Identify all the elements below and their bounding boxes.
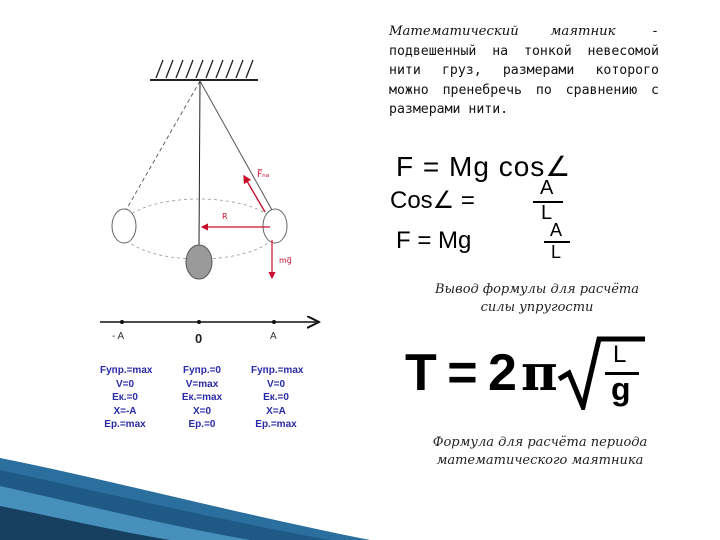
tension-arrow — [244, 176, 265, 212]
formula-period-num: L — [613, 341, 627, 368]
axis-label-a: A — [270, 331, 277, 342]
col-left-kinetic: Eк.=0 — [112, 392, 138, 404]
state-column-right — [251, 364, 304, 432]
col-center-force: Fупр.=0 — [183, 365, 221, 376]
caption-elastic-force: Вывод формулы для расчёта силы упругости — [434, 282, 639, 315]
formula-cos-num: A — [540, 177, 554, 199]
ceiling-hatch — [156, 60, 253, 78]
thread-right — [200, 81, 272, 210]
col-center-position: X=0 — [192, 405, 212, 417]
bob-left — [112, 209, 136, 243]
formula-cos-den: L — [541, 202, 553, 224]
definition-body: - подвешенный на тонкой невесомой нити груз, размерами которого можно пренебречь по сравнению с размерами нити. — [389, 24, 659, 117]
formula-period — [405, 335, 645, 410]
tick-zero — [197, 320, 201, 324]
col-right-potential: Ep.=max — [255, 419, 297, 431]
col-left-potential: Ep.=max — [104, 419, 146, 431]
radius-label: R — [222, 212, 228, 221]
bob-right — [263, 209, 287, 243]
col-left-position: X=-A — [113, 405, 137, 417]
tension-label: F̅ₙₐ — [257, 170, 270, 180]
caption-period: Формула для расчёта периода математического маятника — [432, 435, 648, 468]
col-center-potential: Ep.=0 — [188, 419, 216, 431]
col-left-force: Fупр.=max — [100, 365, 153, 376]
tick-a — [272, 320, 276, 324]
col-right-velocity: V=0 — [266, 378, 286, 390]
formula-cos-lhs: Cos∠ = — [390, 187, 475, 214]
definition-term: Математический маятник — [389, 24, 616, 39]
col-right-kinetic: Eк.=0 — [263, 392, 289, 404]
formula-force-ratio-lhs: F = Mg — [396, 227, 472, 254]
state-column-left — [100, 364, 153, 432]
col-left-velocity: V=0 — [115, 378, 135, 390]
corner-decoration — [0, 440, 370, 540]
axis-label-minus-a: - A — [112, 331, 125, 342]
state-column-center — [177, 364, 227, 432]
col-right-force: Fупр.=max — [251, 365, 304, 376]
formula-period-den: g — [611, 371, 631, 407]
formula-period-pi: π — [521, 343, 558, 402]
definition-text — [389, 22, 659, 120]
axis-label-zero: 0 — [195, 331, 203, 346]
col-right-position: X=A — [266, 405, 286, 417]
col-center-kinetic: Eк.=max — [181, 392, 223, 404]
formula-force-ratio-den: L — [551, 242, 562, 262]
formula-period-lhs: T = 2 — [405, 344, 515, 402]
col-center-velocity: V=max — [185, 378, 219, 390]
formula-force-ratio-num: A — [550, 220, 563, 240]
thread-left — [126, 81, 200, 210]
tick-minus-a — [120, 320, 124, 324]
gravity-label: mg̅ — [279, 256, 292, 265]
bob-center — [186, 245, 212, 279]
thread-center — [199, 81, 200, 245]
formula-cos — [390, 177, 560, 224]
formula-force-ratio — [396, 222, 576, 264]
formula-force-cos: F = Mg cos∠ — [396, 151, 572, 182]
